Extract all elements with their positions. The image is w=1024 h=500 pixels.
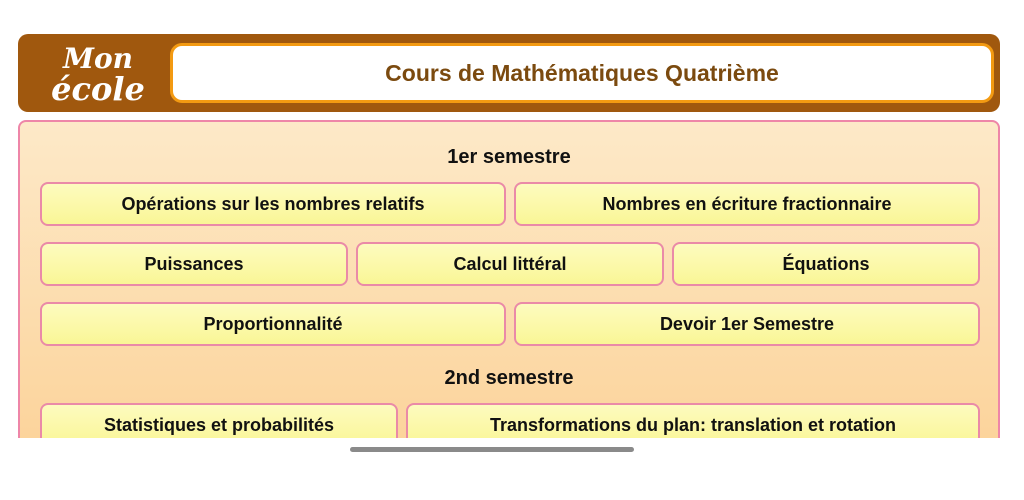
section-heading-semester-2: 2nd semestre [444, 367, 574, 389]
course-button-statistiques[interactable]: Statistiques et probabilités [40, 403, 398, 447]
course-panel [18, 120, 1000, 454]
course-button-proportionnalite[interactable]: Proportionnalité [40, 302, 506, 346]
course-button-ecriture-fractionnaire[interactable]: Nombres en écriture fractionnaire [514, 182, 980, 226]
page-title: Cours de Mathématiques Quatrième [385, 59, 779, 86]
course-button-puissances[interactable]: Puissances [40, 242, 348, 286]
logo-line-2: école [51, 70, 145, 108]
course-button-equations[interactable]: Équations [672, 242, 980, 286]
home-indicator[interactable] [350, 447, 634, 452]
app-header [18, 34, 1000, 112]
course-button-devoir-semestre-1[interactable]: Devoir 1er Semestre [514, 302, 980, 346]
logo-line-1: Mon [62, 42, 134, 75]
logo [28, 38, 168, 108]
section-heading-semester-1: 1er semestre [447, 146, 571, 168]
course-button-nombres-relatifs[interactable]: Opérations sur les nombres relatifs [40, 182, 506, 226]
course-button-transformations[interactable]: Transformations du plan: translation et rotation [406, 403, 980, 447]
course-button-calcul-litteral[interactable]: Calcul littéral [356, 242, 664, 286]
title-box [170, 43, 994, 103]
